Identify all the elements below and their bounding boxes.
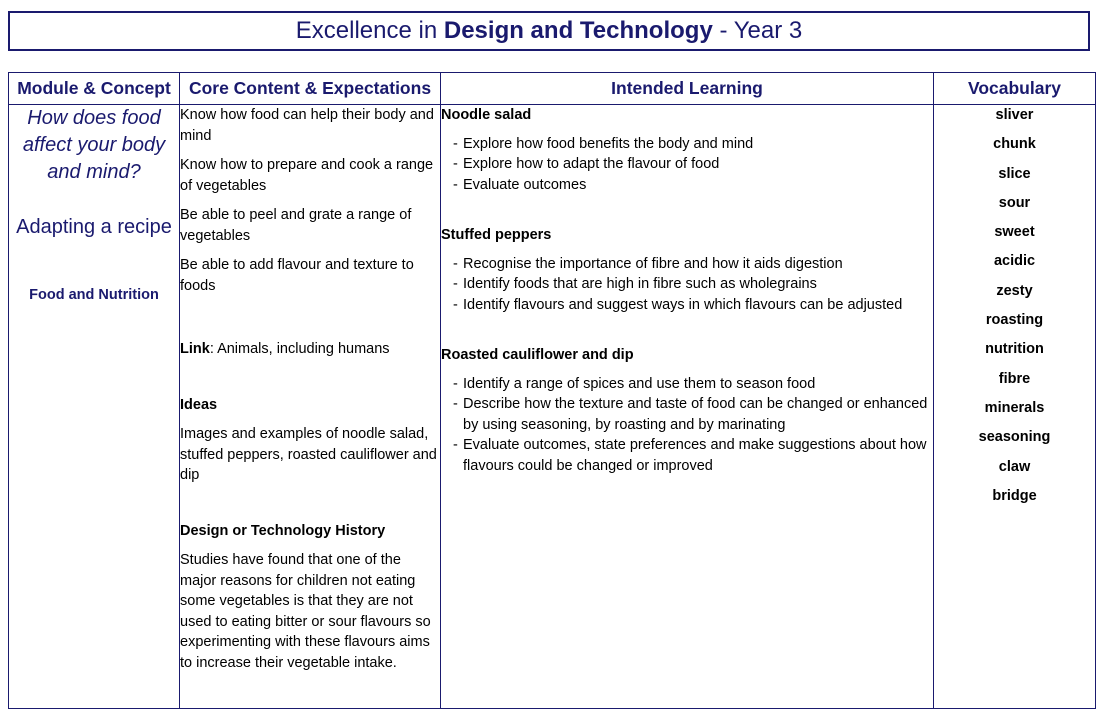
learning-list bbox=[441, 254, 933, 316]
header-vocabulary: Vocabulary bbox=[934, 73, 1096, 105]
history-heading: Design or Technology History bbox=[180, 522, 386, 539]
vocab-word: slice bbox=[998, 165, 1031, 182]
vocab-word: minerals bbox=[984, 399, 1045, 416]
vocab-word: seasoning bbox=[978, 429, 1051, 446]
concept: Adapting a recipe bbox=[16, 216, 172, 238]
core-item: Be able to add flavour and texture to foods bbox=[180, 257, 414, 294]
core-item: Know how food can help their body and mind bbox=[180, 107, 434, 144]
vocab-word: nutrition bbox=[985, 341, 1044, 358]
learning-point: - Explore how food benefits the body and mind bbox=[453, 134, 933, 155]
vocab-word: sliver bbox=[995, 107, 1034, 123]
header-learning: Intended Learning bbox=[441, 73, 934, 105]
recipe-title: Noodle salad bbox=[441, 107, 532, 123]
key-question: How does food affect your body and mind? bbox=[22, 107, 166, 183]
vocab-word: zesty bbox=[996, 282, 1033, 299]
link-text: : Animals, including humans bbox=[209, 341, 390, 357]
vocabulary-cell bbox=[934, 105, 1096, 709]
learning-list bbox=[441, 374, 933, 477]
vocab-word: sour bbox=[998, 194, 1031, 211]
learning-point: - Recognise the importance of fibre and how it aids digestion bbox=[453, 254, 933, 275]
vocab-word: fibre bbox=[998, 370, 1031, 387]
vocab-word: roasting bbox=[985, 312, 1044, 329]
header-core: Core Content & Expectations bbox=[180, 73, 441, 105]
title-suffix: - Year 3 bbox=[719, 17, 803, 44]
vocab-word: sweet bbox=[994, 224, 1035, 241]
title-subject: Design and Technology bbox=[443, 17, 713, 44]
learning-point: - Identify a range of spices and use them to season food bbox=[453, 374, 933, 395]
header-module: Module & Concept bbox=[9, 73, 180, 105]
learning-point: - Explore how to adapt the flavour of food bbox=[453, 154, 933, 175]
link-label: Link bbox=[180, 341, 210, 357]
curriculum-table bbox=[8, 72, 1096, 709]
core-content-cell bbox=[180, 105, 441, 709]
ideas-heading: Ideas bbox=[180, 396, 218, 413]
learning-list bbox=[441, 134, 933, 196]
unit-name: Food and Nutrition bbox=[29, 287, 159, 303]
module-cell bbox=[9, 105, 180, 709]
header-row bbox=[9, 73, 1096, 105]
history-text: Studies have found that one of the major reasons for children not eating some vegetables is that they are not used to eating bitter or sour flavours so experimenting with these flavours aims to increase their vegetable intake. bbox=[180, 552, 431, 671]
core-item: Be able to peel and grate a range of vegetables bbox=[180, 207, 412, 244]
ideas-text: Images and examples of noodle salad, stuffed peppers, roasted cauliflower and dip bbox=[180, 426, 437, 483]
content-row bbox=[9, 105, 1096, 709]
vocab-word: bridge bbox=[992, 487, 1037, 504]
learning-point: - Identify foods that are high in fibre such as wholegrains bbox=[453, 274, 933, 295]
learning-point: - Describe how the texture and taste of food can be changed or enhanced by using seasoning, by roasting and by marinating bbox=[453, 394, 933, 435]
vocab-word: claw bbox=[998, 458, 1031, 475]
vocab-word: acidic bbox=[993, 253, 1036, 270]
learning-point: - Evaluate outcomes bbox=[453, 175, 933, 196]
recipe-title: Roasted cauliflower and dip bbox=[441, 347, 634, 363]
page-title bbox=[8, 11, 1090, 51]
recipe-title: Stuffed peppers bbox=[441, 227, 552, 243]
title-prefix: Excellence in bbox=[295, 17, 438, 44]
core-item: Know how to prepare and cook a range of vegetables bbox=[180, 157, 434, 194]
intended-learning-cell bbox=[441, 105, 934, 709]
vocab-word: chunk bbox=[993, 136, 1036, 153]
learning-point: - Identify flavours and suggest ways in which flavours can be adjusted bbox=[453, 295, 933, 316]
link-line bbox=[180, 339, 440, 360]
learning-point: - Evaluate outcomes, state preferences and make suggestions about how flavours could be changed or improved bbox=[453, 435, 933, 476]
